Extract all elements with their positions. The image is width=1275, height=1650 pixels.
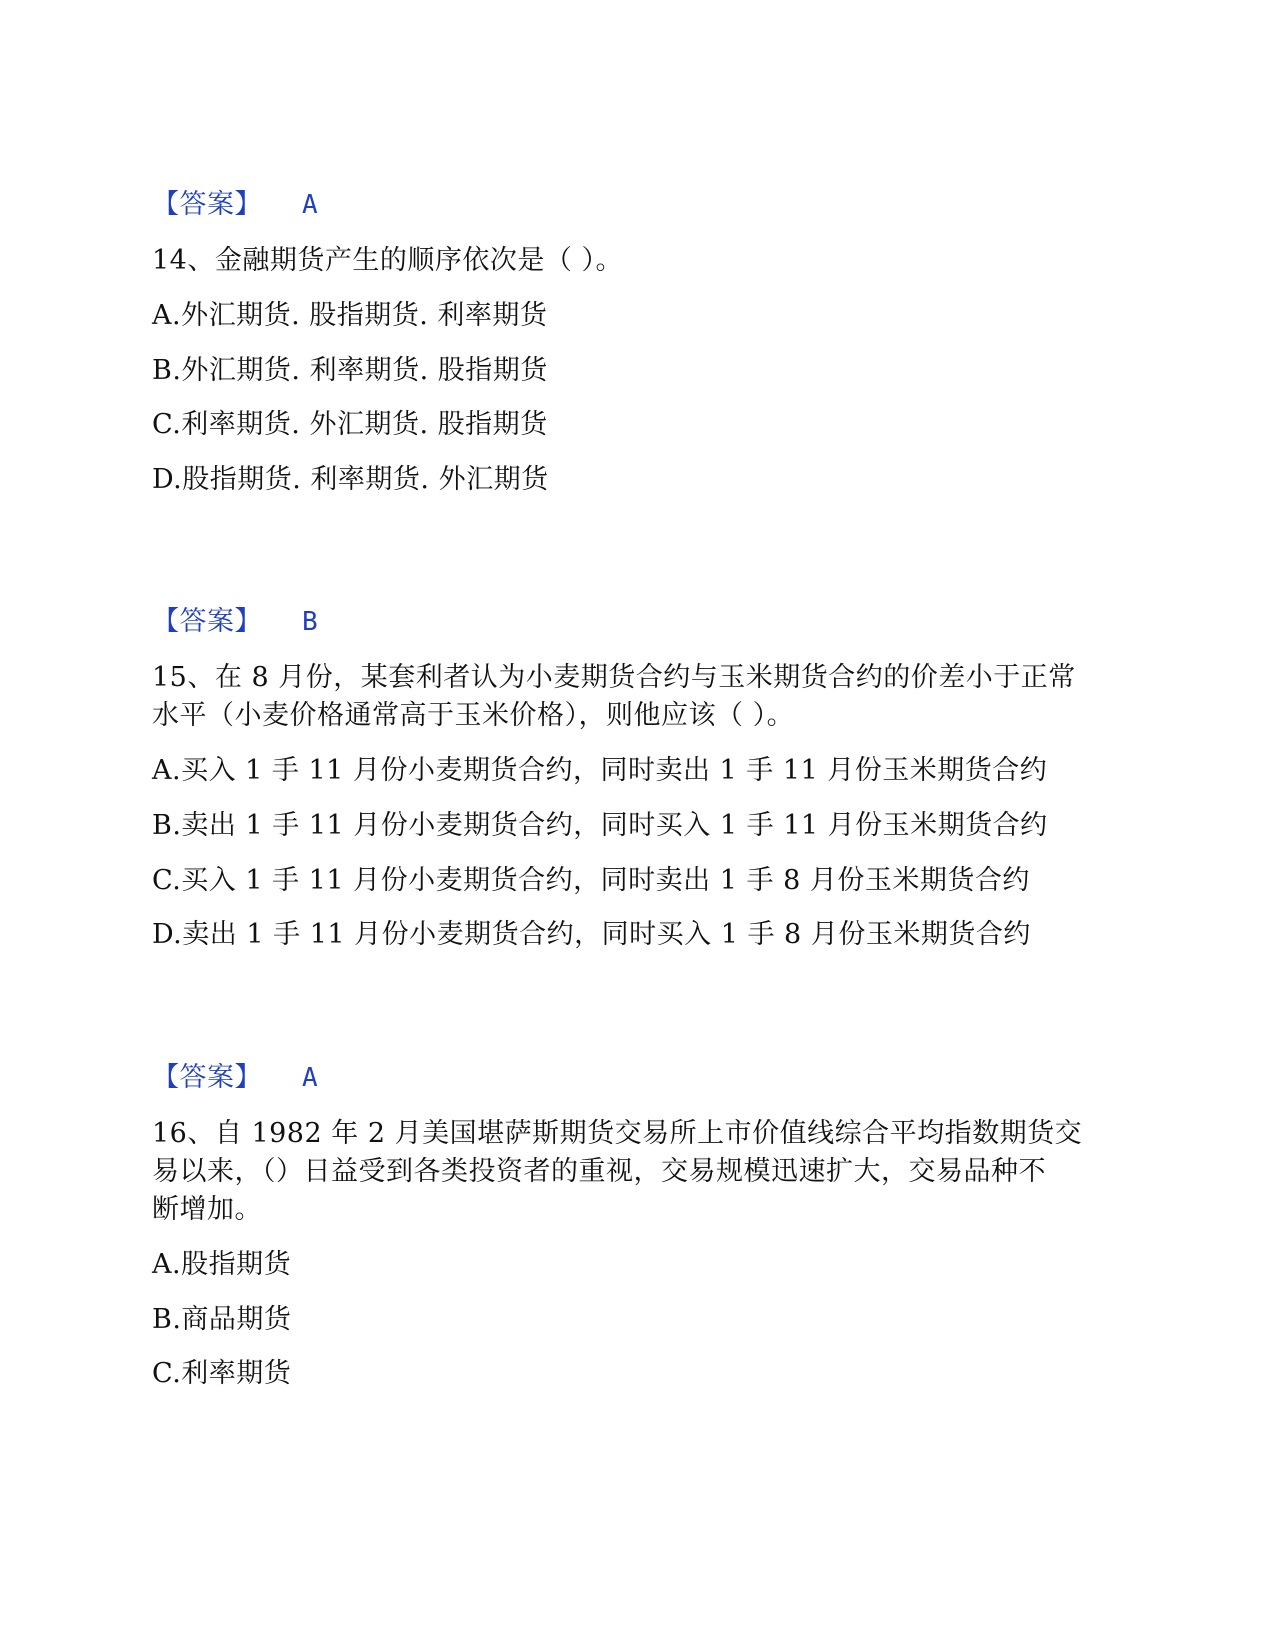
option-b: B.商品期货 bbox=[152, 1304, 292, 1335]
answer-value: A bbox=[302, 1063, 319, 1093]
question-stem-continued: 易以来，（）日益受到各类投资者的重视，交易规模迅速扩大，交易品种不 bbox=[152, 1156, 1046, 1187]
option-a: A.外汇期货. 股指期货. 利率期货 bbox=[152, 300, 548, 331]
answer-label: 【答案】 bbox=[152, 189, 262, 220]
option-a: A.买入 1 手 11 月份小麦期货合约，同时卖出 1 手 11 月份玉米期货合约 bbox=[152, 755, 1048, 786]
answer-line bbox=[152, 1061, 318, 1095]
question-stem-continued: 水平（小麦价格通常高于玉米价格），则他应该（ ）。 bbox=[152, 700, 795, 731]
option-c: C.利率期货. 外汇期货. 股指期货 bbox=[152, 409, 548, 440]
option-b: B.卖出 1 手 11 月份小麦期货合约，同时买入 1 手 11 月份玉米期货合约 bbox=[152, 810, 1048, 841]
answer-label: 【答案】 bbox=[152, 606, 262, 637]
option-d: D.股指期货. 利率期货. 外汇期货 bbox=[152, 464, 549, 495]
question-stem-continued: 断增加。 bbox=[152, 1194, 262, 1225]
answer-value: B bbox=[302, 607, 319, 637]
answer-line bbox=[152, 188, 318, 222]
answer-value: A bbox=[302, 190, 319, 220]
answer-line bbox=[152, 605, 318, 639]
question-stem: 15、在 8 月份，某套利者认为小麦期货合约与玉米期货合约的价差小于正常 bbox=[152, 662, 1076, 693]
option-b: B.外汇期货. 利率期货. 股指期货 bbox=[152, 355, 548, 386]
option-c: C.利率期货 bbox=[152, 1358, 292, 1389]
option-a: A.股指期货 bbox=[152, 1249, 292, 1280]
question-stem: 14、金融期货产生的顺序依次是（ ）。 bbox=[152, 245, 623, 276]
option-d: D.卖出 1 手 11 月份小麦期货合约，同时买入 1 手 8 月份玉米期货合约 bbox=[152, 919, 1031, 950]
question-stem: 16、自 1982 年 2 月美国堪萨斯期货交易所上市价值线综合平均指数期货交 bbox=[152, 1118, 1083, 1149]
answer-label: 【答案】 bbox=[152, 1062, 262, 1093]
option-c: C.买入 1 手 11 月份小麦期货合约，同时卖出 1 手 8 月份玉米期货合约 bbox=[152, 865, 1030, 896]
